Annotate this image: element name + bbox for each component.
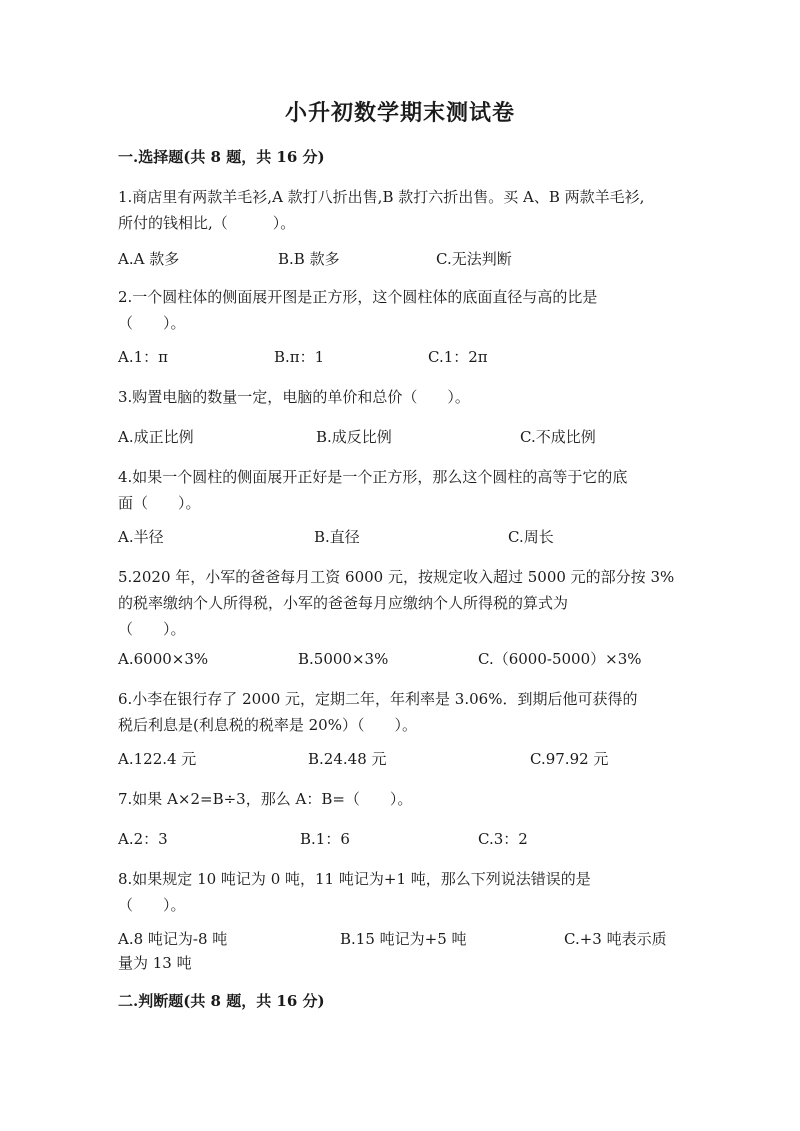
options-1 [118, 246, 684, 272]
options-4 [118, 524, 684, 550]
question-line: （ ）。 [118, 620, 186, 638]
options-8 [118, 926, 684, 952]
question-3 [118, 384, 684, 410]
option-b: B.15 吨记为+5 吨 [340, 930, 467, 948]
question-6 [118, 686, 684, 738]
option-b: B.24.48 元 [308, 750, 387, 768]
option-b: B.5000×3% [298, 650, 389, 668]
question-2 [118, 284, 684, 336]
option-c: C.1：2π [428, 348, 488, 366]
page-title: 小升初数学期末测试卷 [284, 100, 515, 126]
option-c: C.周长 [508, 528, 554, 546]
option-c: C.3：2 [478, 830, 528, 848]
option-a: A.半径 [118, 528, 164, 546]
option-a: A.8 吨记为-8 吨 [118, 930, 228, 948]
question-line: 7.如果 A×2=B÷3，那么 A：B=（ ）。 [118, 790, 413, 808]
question-line: （ ）。 [118, 896, 186, 914]
options-3 [118, 424, 684, 450]
options-7 [118, 826, 684, 852]
question-line: 2.一个圆柱体的侧面展开图是正方形，这个圆柱体的底面直径与高的比是 [118, 288, 598, 306]
question-1 [118, 184, 684, 236]
question-line: 8.如果规定 10 吨记为 0 吨，11 吨记为+1 吨，那么下列说法错误的是 [118, 870, 591, 888]
question-line: 5.2020 年，小军的爸爸每月工资 6000 元，按规定收入超过 5000 元的部分按 3% [118, 568, 675, 586]
question-line: 所付的钱相比,（ ）。 [118, 214, 296, 232]
question-line: 3.购置电脑的数量一定，电脑的单价和总价（ ）。 [118, 388, 470, 406]
question-line: （ ）。 [118, 314, 186, 332]
options-6 [118, 746, 684, 772]
question-8 [118, 866, 684, 918]
question-5 [118, 564, 684, 642]
question-line: 税后利息是(利息税的税率是 20%）（ ）。 [118, 716, 417, 734]
option-c: C.（6000-5000）×3% [478, 650, 642, 668]
option-c: C.97.92 元 [530, 750, 609, 768]
options-5 [118, 646, 684, 672]
question-line: 面（ ）。 [118, 494, 201, 512]
option-b: B.π：1 [274, 348, 325, 366]
question-7 [118, 786, 684, 812]
option-b: B.直径 [314, 528, 360, 546]
option-a: A.6000×3% [118, 650, 209, 668]
question-line: 4.如果一个圆柱的侧面展开正好是一个正方形，那么这个圆柱的高等于它的底 [118, 468, 628, 486]
option-a: A.122.4 元 [118, 750, 197, 768]
option-c: C.不成比例 [520, 428, 596, 446]
option-a: A.成正比例 [118, 428, 194, 446]
question-line: 6.小李在银行存了 2000 元，定期二年，年利率是 3.06%．到期后他可获得的 [118, 690, 638, 708]
option-a: A.A 款多 [118, 250, 180, 268]
question-4 [118, 464, 684, 516]
option-b: B.B 款多 [278, 250, 340, 268]
question-line: 的税率缴纳个人所得税，小军的爸爸每月应缴纳个人所得税的算式为 [118, 594, 569, 612]
option-c: C.无法判断 [436, 250, 512, 268]
options-2 [118, 344, 684, 370]
option-a: A.2：3 [118, 830, 168, 848]
option-c: C.+3 吨表示质 [564, 930, 667, 948]
option-b: B.1：6 [300, 830, 350, 848]
option-a: A.1：π [118, 348, 169, 366]
option-c-continued: 量为 13 吨 [118, 954, 192, 972]
section-heading-choice: 一.选择题(共 8 题，共 16 分) [118, 148, 325, 166]
option-b: B.成反比例 [316, 428, 392, 446]
question-line: 1.商店里有两款羊毛衫,A 款打八折出售,B 款打六折出售。买 A、B 两款羊毛衫, [118, 188, 645, 206]
section-heading-judgement: 二.判断题(共 8 题，共 16 分) [118, 992, 325, 1010]
